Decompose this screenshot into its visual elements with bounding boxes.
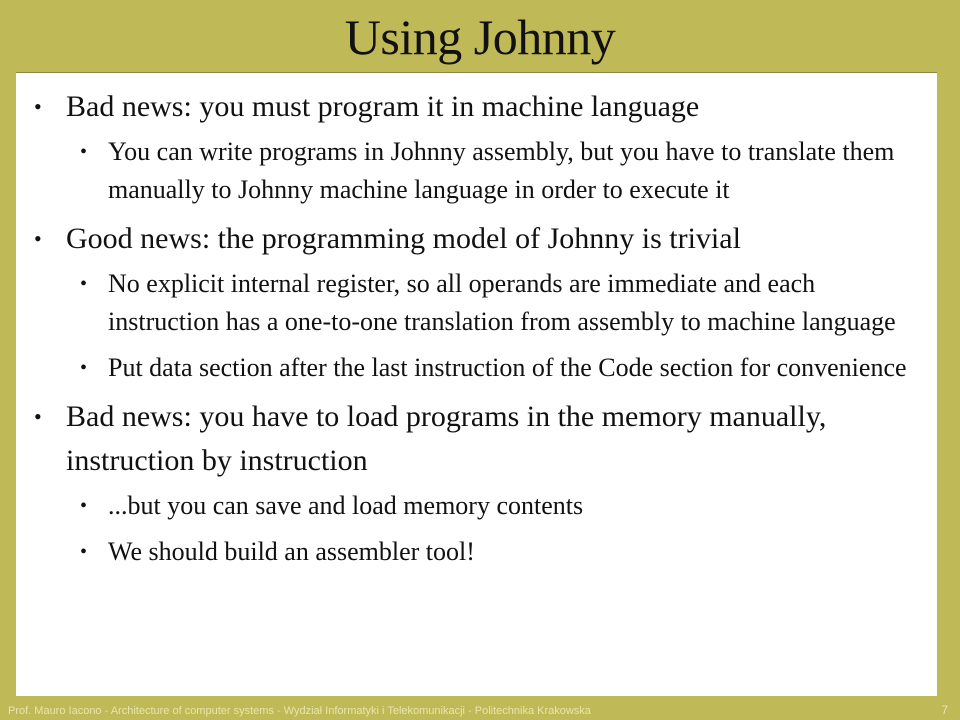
sub-bullet-marker: • [80,141,88,163]
bullet-3 [30,395,919,483]
page-number: 7 [941,703,948,717]
bullet-2-sub-1-text: No explicit internal register, so all operands are immediate and each instruction has a one-to-one translation from assembly to machine language [108,269,896,336]
bullet-marker: • [34,226,42,251]
bullet-1-text: Bad news: you must program it in machine language [66,90,700,123]
bullet-2 [30,217,919,261]
sub-bullet-marker: • [80,541,88,563]
content-panel [16,72,937,696]
bullet-3-sub-1-text: ...but you can save and load memory contents [108,491,584,520]
bullet-2-sub-1 [30,265,919,341]
slide-footer: Prof. Mauro Iacono - Architecture of computer systems - Wydział Informatyki i Telekomunikacji - Politechnika Krakowska [8,705,591,717]
bullet-2-text: Good news: the programming model of Johnny is trivial [66,222,741,255]
bullet-2-sub-2 [30,349,919,387]
bullet-3-text: Bad news: you have to load programs in the memory manually, instruction by instruction [66,400,827,477]
bullet-1-sub-1-text: You can write programs in Johnny assembly, but you have to translate them manually to Johnny machine language in order to execute it [108,137,895,204]
bullet-3-sub-2-text: We should build an assembler tool! [108,537,475,566]
slide-title: Using Johnny [344,9,616,65]
sub-bullet-marker: • [80,357,88,379]
sub-bullet-marker: • [80,273,88,295]
bullet-1-sub-1 [30,133,919,209]
bullet-1 [30,85,919,129]
bullet-marker: • [34,94,42,119]
bullet-3-sub-1 [30,487,919,525]
bullet-marker: • [34,404,42,429]
bullet-3-sub-2 [30,533,919,571]
bullet-2-sub-2-text: Put data section after the last instruction of the Code section for convenience [108,353,907,382]
sub-bullet-marker: • [80,495,88,517]
